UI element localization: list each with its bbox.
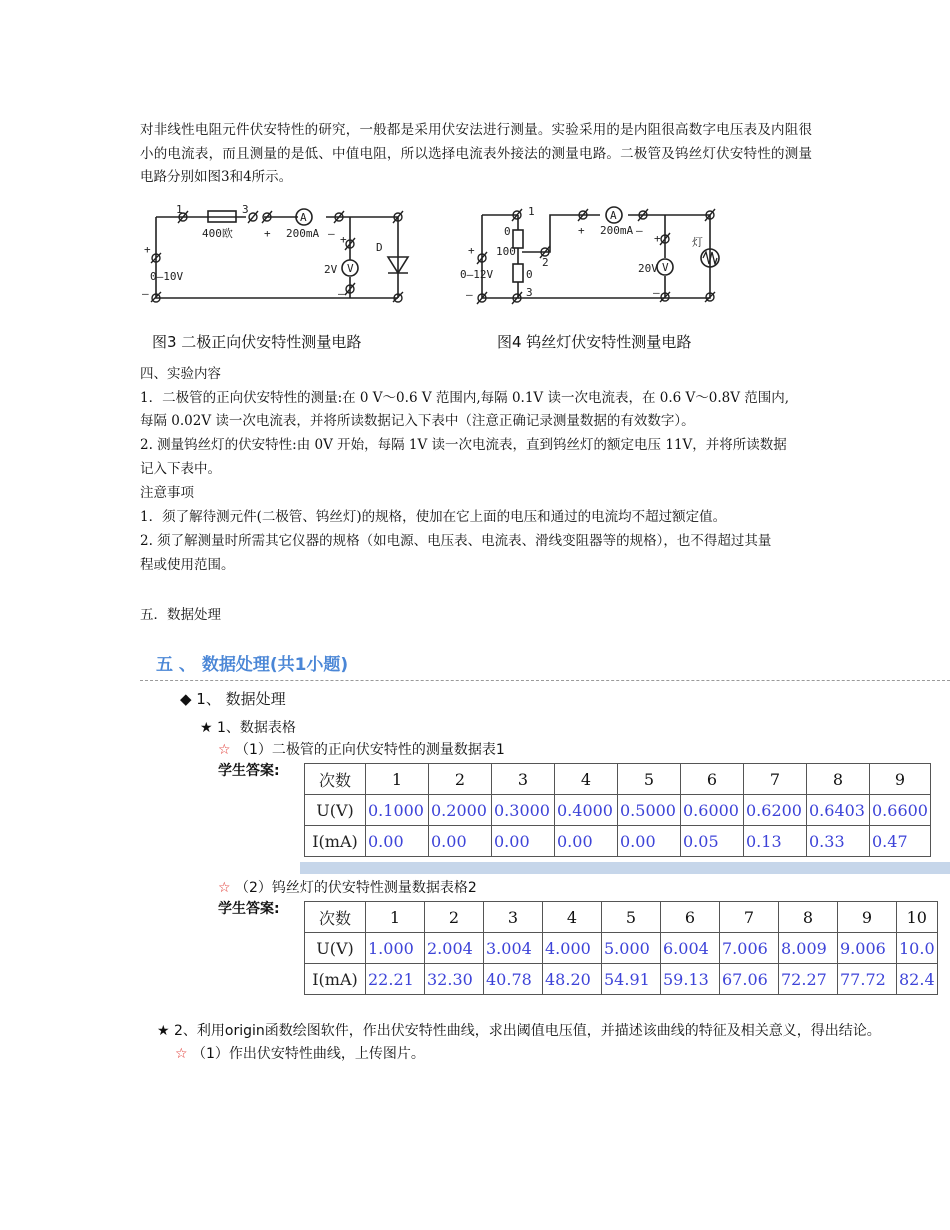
fig3-node3: 3 bbox=[242, 205, 249, 216]
table-cell: 2 bbox=[429, 764, 492, 795]
fig4-node2: 2 bbox=[542, 256, 549, 269]
figure4-circuit bbox=[460, 200, 735, 310]
section5-heading: 五．数据处理 bbox=[140, 607, 221, 623]
fig3-ammeter-range: 200mA bbox=[286, 227, 320, 240]
star-outline-icon: ☆ bbox=[175, 1046, 188, 1062]
fig3-plus-v: + bbox=[340, 233, 347, 246]
fig4-voltmeter-range: 20V bbox=[638, 262, 658, 275]
table-cell: 0.00 bbox=[366, 826, 429, 857]
sub1-title: （1）二极管的正向伏安特性的测量数据表1 bbox=[235, 742, 505, 758]
table-cell: 5 bbox=[602, 902, 661, 933]
table-cell: U(V) bbox=[305, 795, 366, 826]
table-cell: 0.2000 bbox=[429, 795, 492, 826]
fig3-diode-label: D bbox=[376, 241, 383, 254]
table-row bbox=[305, 902, 938, 933]
figure4-caption: 图4 钨丝灯伏安特性测量电路 bbox=[497, 333, 692, 351]
note2-line2: 程或使用范围。 bbox=[140, 557, 235, 573]
fig3-minus-source: — bbox=[142, 287, 149, 300]
table-row bbox=[305, 933, 938, 964]
table-cell: 2 bbox=[425, 902, 484, 933]
fig3-minus-a: — bbox=[328, 227, 335, 240]
sub1-line bbox=[218, 739, 505, 759]
fig3-node1: 1 bbox=[176, 205, 183, 216]
table-cell: 7 bbox=[720, 902, 779, 933]
table-cell: 0.6403 bbox=[807, 795, 870, 826]
table-cell: 次数 bbox=[305, 902, 366, 933]
table-cell: 0.1000 bbox=[366, 795, 429, 826]
table-cell: 9 bbox=[838, 902, 897, 933]
table-cell: 0.3000 bbox=[492, 795, 555, 826]
table-cell: 0.13 bbox=[744, 826, 807, 857]
table-cell: 48.20 bbox=[543, 964, 602, 995]
figure3-circuit bbox=[138, 205, 423, 310]
data-processing-title: 五 、 数据处理(共1小题) bbox=[156, 655, 349, 675]
table-cell: 3 bbox=[492, 764, 555, 795]
fig4-node1: 1 bbox=[528, 205, 535, 218]
table-cell: 54.91 bbox=[602, 964, 661, 995]
fig4-plus-source: + bbox=[468, 244, 475, 257]
table-cell: 0.00 bbox=[429, 826, 492, 857]
table-cell: 3.004 bbox=[484, 933, 543, 964]
figure3-caption: 图3 二极正向伏安特性测量电路 bbox=[152, 333, 362, 351]
table-cell: 0.5000 bbox=[618, 795, 681, 826]
table-cell: 32.30 bbox=[425, 964, 484, 995]
table-cell: 82.4 bbox=[897, 964, 938, 995]
fig4-source-range: 0—12V bbox=[460, 268, 494, 281]
table-cell: 0.00 bbox=[492, 826, 555, 857]
intro-paragraph: 对非线性电阻元件伏安特性的研究，一般都是采用伏安法进行测量。实验采用的是内阻很高数字电压表及内阻很小的电流表，而且测量的是低、中值电阻，所以选择电流表外接法的测量电路。二极管及钨丝灯伏安特性的测量电路分别如图3和4所示。 bbox=[140, 122, 812, 185]
table-cell: 40.78 bbox=[484, 964, 543, 995]
table-cell: 0.6600 bbox=[870, 795, 931, 826]
answer-label-2: 学生答案: bbox=[218, 901, 280, 917]
table1 bbox=[304, 763, 931, 857]
notes-heading: 注意事项 bbox=[140, 485, 194, 501]
fig3-ammeter-symbol: A bbox=[300, 211, 307, 224]
star-outline-icon: ☆ bbox=[218, 880, 231, 896]
table-cell: I(mA) bbox=[305, 964, 366, 995]
note2-line1: 2. 须了解测量时所需其它仪器的规格（如电源、电压表、电流表、滑线变阻器等的规格），也不得超过其量 bbox=[140, 533, 772, 549]
question2-title: ★ 2、利用origin函数绘图软件，作出伏安特性曲线，求出阈值电压值，并描述该曲线的特征及相关意义，得出结论。 bbox=[157, 1023, 881, 1039]
item2-line2: 记入下表中。 bbox=[140, 461, 221, 477]
table-cell: I(mA) bbox=[305, 826, 366, 857]
table-cell: 0.05 bbox=[681, 826, 744, 857]
table-cell: 72.27 bbox=[779, 964, 838, 995]
fig4-minus-source: — bbox=[466, 288, 473, 301]
table-cell: 0.6000 bbox=[681, 795, 744, 826]
table-cell: 8 bbox=[779, 902, 838, 933]
table-cell: 次数 bbox=[305, 764, 366, 795]
table-row bbox=[305, 826, 931, 857]
table-row bbox=[305, 764, 931, 795]
table-cell: 3 bbox=[484, 902, 543, 933]
item2-line1: 2. 测量钨丝灯的伏安特性:由 0V 开始，每隔 1V 读一次电流表，直到钨丝灯的额定电压 11V，并将所读数据 bbox=[140, 437, 787, 453]
table-cell: 0.00 bbox=[618, 826, 681, 857]
section4-heading: 四、实验内容 bbox=[140, 366, 221, 382]
fig3-resistor-label: 400欧 bbox=[202, 227, 233, 240]
table-cell: U(V) bbox=[305, 933, 366, 964]
sub3-line bbox=[175, 1043, 425, 1063]
table-cell: 22.21 bbox=[366, 964, 425, 995]
question1-title: ◆ 1、 数据处理 bbox=[180, 690, 286, 708]
table-cell: 0.47 bbox=[870, 826, 931, 857]
scrollbar[interactable] bbox=[300, 862, 950, 874]
table-cell: 59.13 bbox=[661, 964, 720, 995]
table-cell: 0.4000 bbox=[555, 795, 618, 826]
fig3-plus-source: + bbox=[144, 243, 151, 256]
question1-1-title: ★ 1、数据表格 bbox=[200, 720, 296, 736]
sub2-title: （2）钨丝灯的伏安特性测量数据表格2 bbox=[235, 880, 477, 896]
table-cell: 4.000 bbox=[543, 933, 602, 964]
table-cell: 67.06 bbox=[720, 964, 779, 995]
item1-line2: 每隔 0.02V 读一次电流表，并将所读数据记入下表中（注意正确记录测量数据的有效数字）。 bbox=[140, 413, 695, 429]
fig4-minus-a: — bbox=[636, 224, 643, 237]
table-cell: 8 bbox=[807, 764, 870, 795]
table-cell: 0.00 bbox=[555, 826, 618, 857]
table-cell: 0.6200 bbox=[744, 795, 807, 826]
table-row bbox=[305, 795, 931, 826]
fig4-ammeter-symbol: A bbox=[610, 209, 617, 222]
fig3-voltmeter-range: 2V bbox=[324, 263, 338, 276]
fig4-zero-top: 0 bbox=[504, 225, 511, 238]
star-outline-icon: ☆ bbox=[218, 742, 231, 758]
table-cell: 10 bbox=[897, 902, 938, 933]
fig4-rheostat-label: 100 bbox=[496, 245, 516, 258]
fig4-zero-bottom: 0 bbox=[526, 268, 533, 281]
table-row bbox=[305, 964, 938, 995]
fig4-lamp-label: 灯 bbox=[692, 236, 703, 249]
fig4-minus-v: — bbox=[653, 286, 660, 299]
table-cell: 5.000 bbox=[602, 933, 661, 964]
fig3-minus-v: — bbox=[338, 287, 345, 300]
fig4-plus-v: + bbox=[654, 232, 661, 245]
table2 bbox=[304, 901, 938, 995]
sub3-title: （1）作出伏安特性曲线，上传图片。 bbox=[192, 1046, 425, 1062]
table-cell: 6 bbox=[681, 764, 744, 795]
table-cell: 9.006 bbox=[838, 933, 897, 964]
item1-line1: 1．二极管的正向伏安特性的测量:在 0 V～0.6 V 范围内,每隔 0.1V 读一次电流表，在 0.6 V～0.8V 范围内, bbox=[140, 390, 790, 406]
table-cell: 5 bbox=[618, 764, 681, 795]
note1: 1．须了解待测元件(二极管、钨丝灯)的规格，使加在它上面的电压和通过的电流均不超过额定值。 bbox=[140, 509, 727, 525]
table-cell: 7.006 bbox=[720, 933, 779, 964]
table-cell: 7 bbox=[744, 764, 807, 795]
table-cell: 1 bbox=[366, 764, 429, 795]
table-cell: 77.72 bbox=[838, 964, 897, 995]
fig3-plus-a: + bbox=[264, 227, 271, 240]
fig4-node3: 3 bbox=[526, 286, 533, 299]
fig4-ammeter-range: 200mA bbox=[600, 224, 634, 237]
sub2-line bbox=[218, 877, 477, 897]
fig4-plus-a: + bbox=[578, 224, 585, 237]
fig4-voltmeter-symbol: V bbox=[662, 261, 669, 274]
table-cell: 10.0 bbox=[897, 933, 938, 964]
table-cell: 0.33 bbox=[807, 826, 870, 857]
table-cell: 4 bbox=[543, 902, 602, 933]
table-cell: 6.004 bbox=[661, 933, 720, 964]
table-cell: 2.004 bbox=[425, 933, 484, 964]
dashed-divider bbox=[140, 680, 950, 681]
table-cell: 1 bbox=[366, 902, 425, 933]
table-cell: 8.009 bbox=[779, 933, 838, 964]
fig3-source-range: 0—10V bbox=[150, 270, 184, 283]
fig3-voltmeter-symbol: V bbox=[347, 262, 354, 275]
table-cell: 4 bbox=[555, 764, 618, 795]
answer-label-1: 学生答案: bbox=[218, 763, 280, 779]
table-cell: 9 bbox=[870, 764, 931, 795]
table-cell: 6 bbox=[661, 902, 720, 933]
table-cell: 1.000 bbox=[366, 933, 425, 964]
